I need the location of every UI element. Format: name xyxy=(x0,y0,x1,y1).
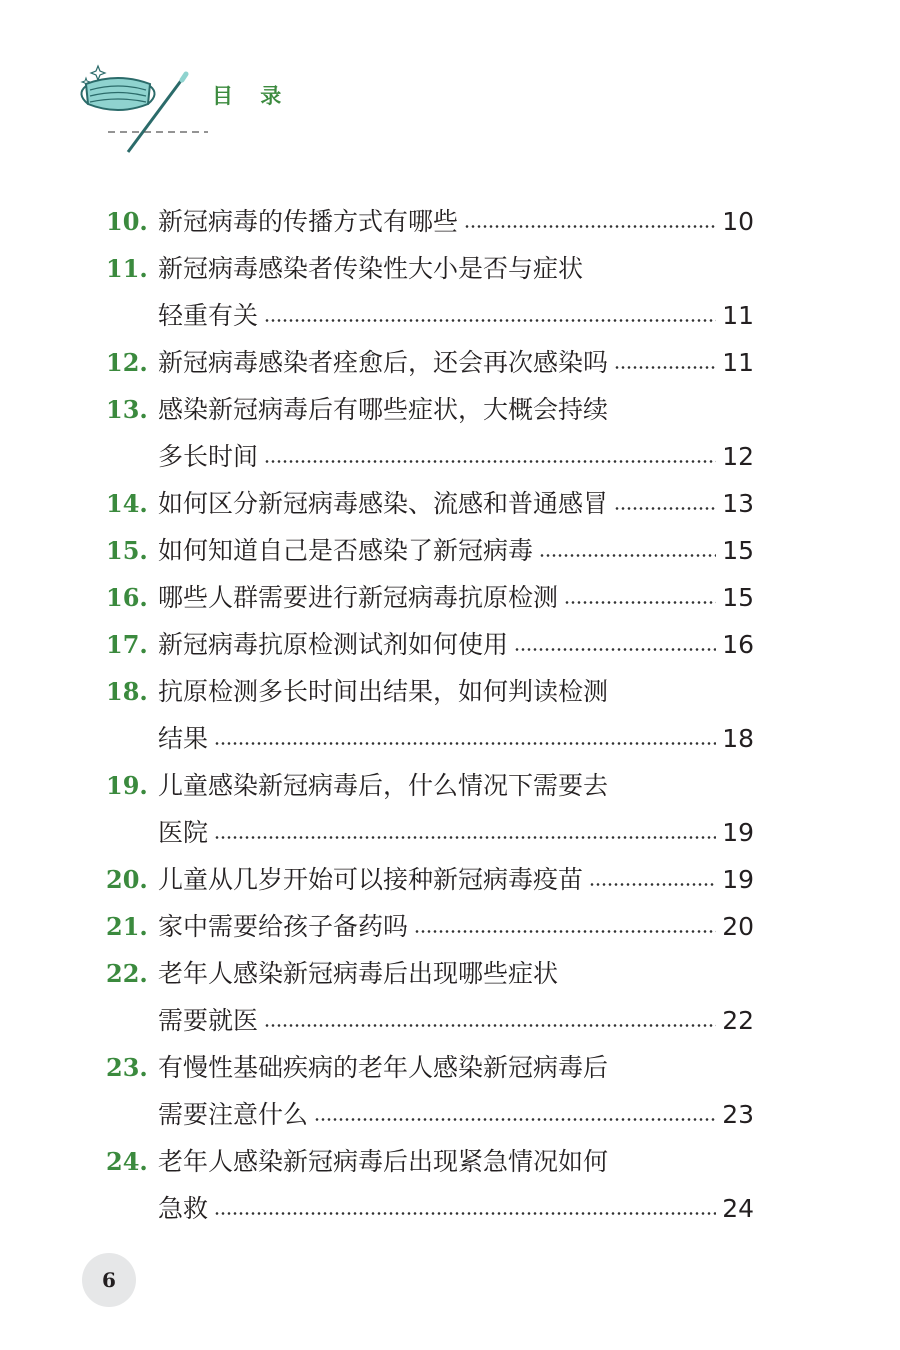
toc-entry-number: 14. xyxy=(106,489,148,518)
leader-dots xyxy=(264,319,716,322)
toc-entry-title: 结果 xyxy=(158,724,209,753)
leader-dots xyxy=(314,1118,716,1121)
toc-entry-page: 11 xyxy=(722,301,754,330)
toc-entry-number: 19. xyxy=(106,771,148,800)
leader-dots xyxy=(539,554,716,557)
toc-entry-number: 23. xyxy=(106,1053,148,1082)
page-title: 目 录 xyxy=(212,84,292,108)
toc-entry-page: 22 xyxy=(722,1006,754,1035)
toc-entry[interactable] xyxy=(106,386,754,480)
toc-entry[interactable] xyxy=(106,480,754,527)
toc-entry-title: 哪些人群需要进行新冠病毒抗原检测 xyxy=(158,583,559,612)
toc-entry-title: 抗原检测多长时间出结果，如何判读检测 xyxy=(158,677,609,706)
toc-entry-page: 20 xyxy=(722,912,754,941)
toc-entry-number: 13. xyxy=(106,395,148,424)
toc-entry-number: 15. xyxy=(106,536,148,565)
toc-entry[interactable] xyxy=(106,339,754,386)
toc-entry-title: 新冠病毒抗原检测试剂如何使用 xyxy=(158,630,509,659)
toc-entry-number: 18. xyxy=(106,677,148,706)
toc-entry[interactable] xyxy=(106,762,754,856)
toc-entry[interactable] xyxy=(106,668,754,762)
toc-entry-number: 24. xyxy=(106,1147,148,1176)
toc-entry[interactable] xyxy=(106,574,754,621)
page-number-badge xyxy=(82,1253,136,1307)
toc-entry-title: 家中需要给孩子备药吗 xyxy=(158,912,409,941)
toc-line xyxy=(106,997,754,1044)
toc-entry-number: 10. xyxy=(106,207,148,236)
toc-line xyxy=(106,1185,754,1232)
toc-entry-title: 如何知道自己是否感染了新冠病毒 xyxy=(158,536,534,565)
toc-entry[interactable] xyxy=(106,621,754,668)
toc-line xyxy=(106,245,754,292)
toc-entry-title: 如何区分新冠病毒感染、流感和普通感冒 xyxy=(158,489,609,518)
toc-line xyxy=(106,903,754,950)
toc-entry-title: 医院 xyxy=(158,818,209,847)
toc-entry-page: 19 xyxy=(722,818,754,847)
toc-entry-title: 老年人感染新冠病毒后出现紧急情况如何 xyxy=(158,1147,609,1176)
toc-entry-title: 儿童感染新冠病毒后，什么情况下需要去 xyxy=(158,771,609,800)
toc-entry-page: 11 xyxy=(722,348,754,377)
toc-line xyxy=(106,856,754,903)
toc-entry-title: 新冠病毒的传播方式有哪些 xyxy=(158,207,459,236)
toc-entry[interactable] xyxy=(106,1138,754,1232)
mask-swab-icon xyxy=(78,62,208,162)
toc-line xyxy=(106,809,754,856)
leader-dots xyxy=(589,883,716,886)
toc-line xyxy=(106,1044,754,1091)
page-number: 6 xyxy=(102,1268,116,1292)
toc-line xyxy=(106,433,754,480)
toc-entry-number: 16. xyxy=(106,583,148,612)
toc-line xyxy=(106,762,754,809)
toc-entry-page: 23 xyxy=(722,1100,754,1129)
toc-entry[interactable] xyxy=(106,950,754,1044)
toc-entry-title: 需要就医 xyxy=(158,1006,259,1035)
toc-entry-page: 19 xyxy=(722,865,754,894)
toc-line xyxy=(106,950,754,997)
leader-dots xyxy=(564,601,716,604)
leader-dots xyxy=(464,225,716,228)
toc-entry-title: 感染新冠病毒后有哪些症状，大概会持续 xyxy=(158,395,609,424)
toc-entry-number: 12. xyxy=(106,348,148,377)
leader-dots xyxy=(614,507,716,510)
toc-entry[interactable] xyxy=(106,903,754,950)
table-of-contents xyxy=(106,198,754,1232)
leader-dots xyxy=(214,1212,716,1215)
toc-entry[interactable] xyxy=(106,527,754,574)
leader-dots xyxy=(614,366,716,369)
leader-dots xyxy=(214,836,716,839)
toc-entry-number: 20. xyxy=(106,865,148,894)
toc-line xyxy=(106,668,754,715)
toc-entry-number: 22. xyxy=(106,959,148,988)
toc-entry[interactable] xyxy=(106,198,754,245)
toc-entry-title: 儿童从几岁开始可以接种新冠病毒疫苗 xyxy=(158,865,584,894)
toc-line xyxy=(106,292,754,339)
leader-dots xyxy=(264,460,716,463)
toc-entry[interactable] xyxy=(106,1044,754,1138)
toc-entry[interactable] xyxy=(106,856,754,903)
leader-dots xyxy=(414,930,716,933)
toc-entry-page: 18 xyxy=(722,724,754,753)
toc-line xyxy=(106,574,754,621)
toc-entry-number: 17. xyxy=(106,630,148,659)
toc-line xyxy=(106,527,754,574)
toc-line xyxy=(106,339,754,386)
toc-line xyxy=(106,1091,754,1138)
toc-entry-title: 新冠病毒感染者传染性大小是否与症状 xyxy=(158,254,584,283)
toc-entry-page: 13 xyxy=(722,489,754,518)
toc-entry-number: 21. xyxy=(106,912,148,941)
toc-line xyxy=(106,198,754,245)
toc-line xyxy=(106,386,754,433)
toc-entry[interactable] xyxy=(106,245,754,339)
toc-entry-page: 15 xyxy=(722,583,754,612)
toc-entry-title: 老年人感染新冠病毒后出现哪些症状 xyxy=(158,959,559,988)
toc-entry-number: 11. xyxy=(106,254,148,283)
toc-entry-title: 多长时间 xyxy=(158,442,259,471)
leader-dots xyxy=(514,648,716,651)
toc-entry-title: 新冠病毒感染者痊愈后，还会再次感染吗 xyxy=(158,348,609,377)
toc-line xyxy=(106,1138,754,1185)
toc-entry-title: 有慢性基础疾病的老年人感染新冠病毒后 xyxy=(158,1053,609,1082)
toc-header xyxy=(78,62,318,162)
leader-dots xyxy=(214,742,716,745)
toc-entry-page: 10 xyxy=(722,207,754,236)
toc-entry-page: 12 xyxy=(722,442,754,471)
toc-entry-page: 16 xyxy=(722,630,754,659)
leader-dots xyxy=(264,1024,716,1027)
toc-line xyxy=(106,715,754,762)
toc-entry-title: 轻重有关 xyxy=(158,301,259,330)
toc-entry-page: 15 xyxy=(722,536,754,565)
toc-entry-title: 需要注意什么 xyxy=(158,1100,309,1129)
toc-line xyxy=(106,621,754,668)
toc-entry-title: 急救 xyxy=(158,1194,209,1223)
toc-line xyxy=(106,480,754,527)
toc-entry-page: 24 xyxy=(722,1194,754,1223)
